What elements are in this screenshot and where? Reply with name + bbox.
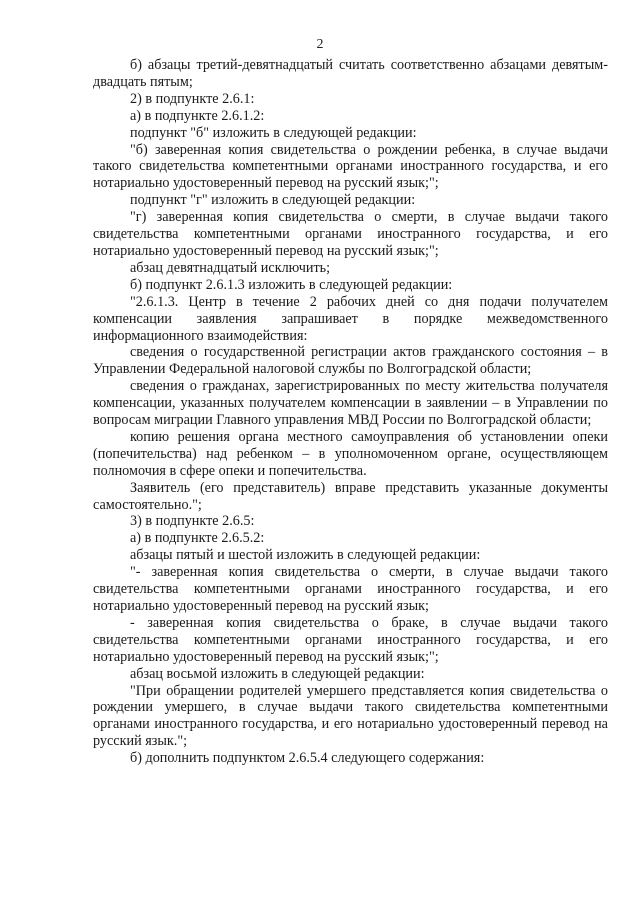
paragraph: абзацы пятый и шестой изложить в следующей редакции: [130, 547, 481, 564]
paragraph: "2.6.1.3. Центр в течение 2 рабочих дней со дня подачи получателем компенсации заявления запрашивает в порядке межведомственного информационного взаимодействия: [93, 293, 608, 344]
paragraph: абзац девятнадцатый исключить; [130, 259, 331, 276]
paragraph: б) абзацы третий-девятнадцатый считать соответственно абзацами девятым-двадцать пятым; [93, 57, 608, 90]
paragraph: подпункт "г" изложить в следующей редакции: [130, 192, 416, 209]
paragraph: б) дополнить подпунктом 2.6.5.4 следующего содержания: [130, 750, 485, 767]
paragraph: а) в подпункте 2.6.5.2: [130, 530, 265, 547]
paragraph: "- заверенная копия свидетельства о смерти, в случае выдачи такого свидетельства компетентными органами иностранного государства, и его нотариально удостоверенный перевод на русский язык; [93, 564, 608, 614]
paragraph: "б) заверенная копия свидетельства о рождении ребенка, в случае выдачи такого свидетельства компетентными органами иностранного государства, и его нотариально удостоверенный перевод на русский язык;"; [93, 141, 608, 192]
paragraph: б) подпункт 2.6.1.3 изложить в следующей редакции: [130, 276, 453, 293]
paragraph: абзац восьмой изложить в следующей редакции: [130, 665, 425, 682]
paragraph: а) в подпункте 2.6.1.2: [130, 107, 265, 124]
paragraph: сведения о государственной регистрации актов гражданского состояния – в Управлении Федеральной налоговой службы по Волгоградской области; [93, 344, 608, 378]
paragraph: Заявитель (его представитель) вправе представить указанные документы самостоятельно."; [93, 479, 608, 513]
paragraph: - заверенная копия свидетельства о браке, в случае выдачи такого свидетельства компетентными органами иностранного государства, и его нотариально удостоверенный перевод на русский язык;"; [93, 614, 608, 665]
paragraph: сведения о гражданах, зарегистрированных по месту жительства получателя компенсации, указанных получателем компенсации в заявлении – в Управлении по вопросам миграции Главного управления МВД России по Волгоградской области; [93, 378, 608, 429]
paragraph: "При обращении родителей умершего представляется копия свидетельства о рождении умершего, в случае выдачи такого свидетельства компетентными органами иностранного государства, и его нотариально удостоверенный перевод на русский язык."; [93, 682, 608, 750]
paragraph: "г) заверенная копия свидетельства о смерти, в случае выдачи такого свидетельства компетентными органами иностранного государства, и его нотариально удостоверенный перевод на русский язык;"; [93, 209, 608, 259]
page-number: 2 [316, 37, 324, 52]
document-body [93, 57, 608, 767]
paragraph: 3) в подпункте 2.6.5: [130, 513, 255, 530]
paragraph: подпункт "б" изложить в следующей редакции: [130, 124, 417, 141]
paragraph: 2) в подпункте 2.6.1: [130, 90, 255, 107]
paragraph: копию решения органа местного самоуправления об установлении опеки (попечительства) над ребенком – в уполномоченном органе, осуществляющем полномочия в сфере опеки и попечительства. [93, 428, 608, 479]
